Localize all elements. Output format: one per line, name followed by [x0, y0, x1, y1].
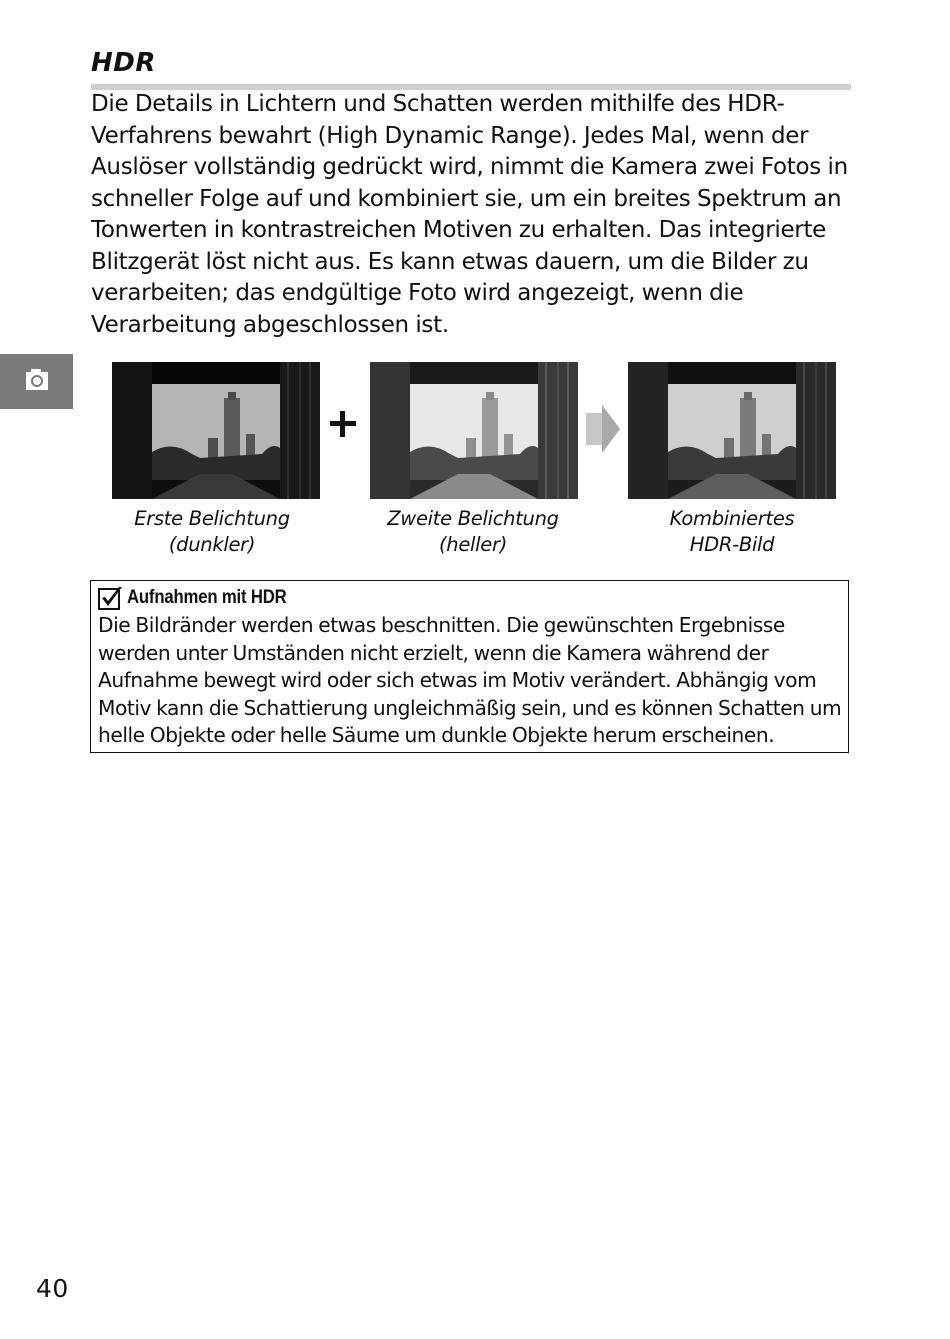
note-title [98, 586, 308, 610]
photo-second-exposure [370, 362, 578, 499]
photo-hdr-combined [628, 362, 836, 499]
note-title-text: Aufnahmen mit HDR [127, 587, 287, 608]
checkmark-icon [98, 586, 123, 610]
arrow-right-icon [586, 405, 620, 453]
side-tab [0, 354, 73, 409]
caption-line: Erste Belichtung [134, 507, 290, 530]
caption-line: HDR-Bild [689, 533, 775, 556]
plus-icon [327, 408, 359, 440]
caption-second-exposure [353, 506, 593, 558]
caption-line: Kombiniertes [669, 507, 795, 530]
intro-paragraph: Die Details in Lichtern und Schatten werden mithilfe des HDR-Verfahrens bewahrt (High Dynamic Range). Jedes Mal, wenn der Auslöser vollständig gedrückt wird, nimmt die Kamera zwei Fotos in schneller Folge auf und kombiniert sie, um ein breites Spektrum an Tonwerten in kontrastreichen Motiven zu erhalten. Das integrierte Blitzgerät löst nicht aus. Es kann etwas dauern, um die Bilder zu verarbeiten; das endgültige Foto wird angezeigt, wenn die Verarbeitung abgeschlossen ist. [91, 91, 848, 338]
photo-first-exposure [112, 362, 320, 499]
caption-line: (dunkler) [168, 533, 256, 556]
note-body: Die Bildränder werden etwas beschnitten. Die gewünschten Ergebnisse werden unter Umständen nicht erzielt, wenn die Kamera während der Aufnahme bewegt wird oder sich etwas im Motiv verändert. Abhängig vom Motiv kann die Schattierung ungleichmäßig sein, und es können Schatten um helle Objekte oder helle Säume um dunkle Objekte herum erscheinen. [98, 613, 842, 748]
section-heading: HDR [91, 48, 156, 78]
camera-icon [25, 366, 49, 392]
caption-line: Zweite Belichtung [387, 507, 559, 530]
caption-first-exposure [92, 506, 332, 558]
caption-hdr-combined [612, 506, 852, 558]
page-number: 40 [36, 1274, 69, 1303]
note-box [90, 580, 849, 753]
caption-line: (heller) [438, 533, 508, 556]
